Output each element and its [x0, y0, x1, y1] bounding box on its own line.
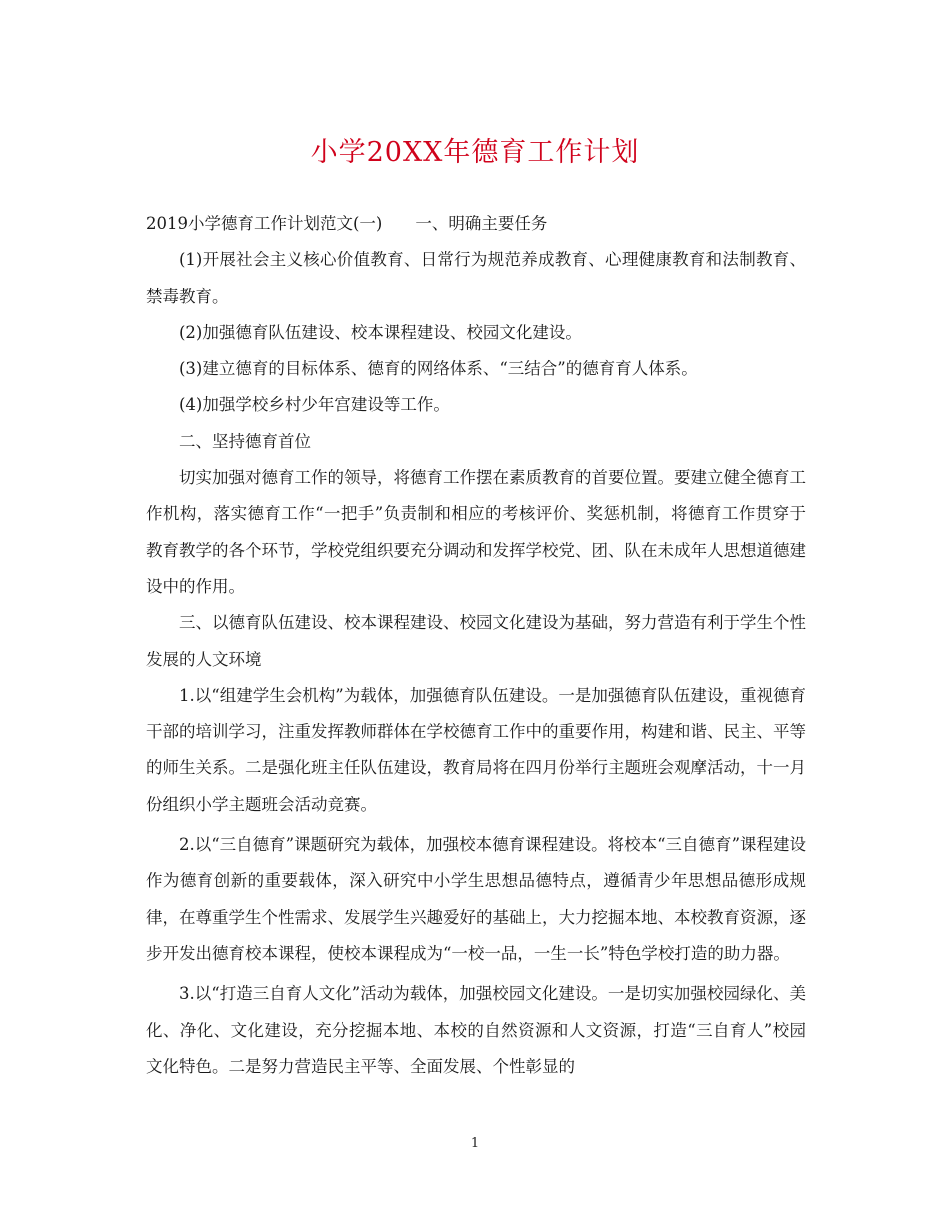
- paragraph-intro: 2019小学德育工作计划范文(一) 一、明确主要任务: [146, 214, 548, 233]
- page-number: 1: [470, 1136, 480, 1151]
- paragraph-task-2: (2)加强德育队伍建设、校本课程建设、校园文化建设。: [179, 322, 582, 342]
- paragraph-section-2: 切实加强对德育工作的领导，将德育工作摆在素质教育的首要位置。要建立健全德育工作机构，落实德育工作“一把手”负责制和相应的考核评价、奖惩机制，将德育工作贯穿于教育教学的各个环节，学校党组织要充分调动和发挥学校党、团、队在未成年人思想道德建设中的作用。: [146, 468, 806, 596]
- document-body: [146, 206, 806, 1085]
- paragraph-item-1: 1.以“组建学生会机构”为载体，加强德育队伍建设。一是加强德育队伍建设，重视德育干部的培训学习，注重发挥教师群体在学校德育工作中的重要作用，构建和谐、民主、平等的师生关系。二是强化班主任队伍建设，教育局将在四月份举行主题班会观摩活动，十一月份组织小学主题班会活动竞赛。: [146, 685, 806, 814]
- section-heading-2: 二、坚持德育首位: [179, 431, 311, 451]
- section-heading-3: 三、以德育队伍建设、校本课程建设、校园文化建设为基础，努力营造有利于学生个性发展的人文环境: [146, 613, 806, 669]
- paragraph-task-3: (3)建立德育的目标体系、德育的网络体系、“三结合”的德育育人体系。: [179, 359, 698, 379]
- paragraph-task-4: (4)加强学校乡村少年宫建设等工作。: [179, 395, 450, 415]
- paragraph-item-2: 2.以“三自德育”课题研究为载体，加强校本德育课程建设。将校本“三自德育”课程建设作为德育创新的重要载体，深入研究中小学生思想品德特点，遵循青少年思想品德形成规律，在尊重学生个性需求、发展学生兴趣爱好的基础上，大力挖掘本地、本校教育资源，逐步开发出德育校本课程，使校本课程成为“一校一品，一生一长”特色学校打造的助力器。: [146, 835, 806, 963]
- paragraph-task-1: (1)开展社会主义核心价值教育、日常行为规范养成教育、心理健康教育和法制教育、禁毒教育。: [146, 250, 806, 306]
- paragraph-item-3: 3.以“打造三自育人文化”活动为载体，加强校园文化建设。一是切实加强校园绿化、美化、净化、文化建设，充分挖掘本地、本校的自然资源和人文资源，打造“三自育人”校园文化特色。二是努力营造民主平等、全面发展、个性彰显的: [146, 984, 806, 1076]
- document-title: 小学20XX年德育工作计划: [310, 137, 640, 168]
